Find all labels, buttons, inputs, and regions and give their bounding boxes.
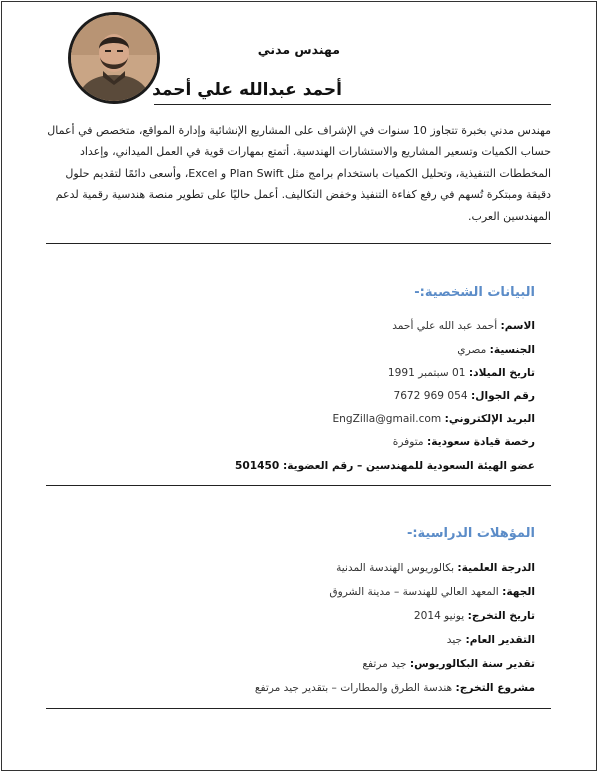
personal-divider (46, 485, 551, 486)
field-membership (235, 460, 535, 472)
degree-label: الدرجة العلمية: (457, 562, 535, 574)
portrait-image (71, 15, 157, 101)
education-divider (46, 708, 551, 709)
mobile-label: رقم الجوال: (471, 390, 535, 402)
field-nationality (457, 344, 535, 356)
dob-value: 01 سبتمبر 1991 (387, 367, 466, 379)
education-section-title: المؤهلات الدراسية:- (406, 526, 535, 541)
final-year-grade-label: تقدير سنة البكالوريوس: (409, 658, 535, 670)
institution-label: الجهة: (502, 586, 535, 598)
personal-section-title: البيانات الشخصية:- (414, 285, 535, 300)
field-grad-date (414, 610, 535, 622)
dob-label: تاريخ الميلاد: (468, 367, 535, 379)
field-final-year-grade (362, 658, 535, 670)
header-divider (154, 104, 551, 105)
overall-grade-label: التقدير العام: (465, 634, 535, 646)
mobile-value: 054 969 7672 (393, 390, 468, 402)
profile-photo (68, 12, 160, 104)
field-mobile (393, 390, 535, 402)
field-overall-grade (447, 634, 535, 646)
project-label: مشروع التخرج: (455, 682, 535, 694)
job-title: مهندس مدني (257, 42, 340, 57)
nationality-label: الجنسية: (489, 344, 535, 356)
field-degree (336, 562, 535, 574)
field-project (255, 682, 535, 694)
grad-date-label: تاريخ التخرج: (467, 610, 535, 622)
field-name (392, 320, 535, 332)
summary-paragraph: مهندس مدني بخبرة تتجاوز 10 سنوات في الإشراف على المشاريع الإنشائية وإدارة المواقع، متخصص في أعمال حساب الكميات وتسعير المشاريع والاستشارات الهندسية. أتمتع بمهارات قوية في العمل الميداني، وإعداد المخططات التنفيذية، وتحليل الكميات باستخدام برامج مثل Plan Swift و Excel، وأسعى دائمًا لتقديم حلول دقيقة ومبتكرة تُسهم في رفع كفاءة التنفيذ وخفض التكاليف. أعمل حاليًا على تطوير منصة هندسية رقمية لدعم المهندسين العرب. (47, 124, 551, 223)
final-year-grade-value: جيد مرتفع (362, 658, 407, 670)
name-label: الاسم: (500, 320, 535, 332)
field-email (332, 413, 535, 425)
name-value: أحمد عبد الله علي أحمد (392, 320, 498, 332)
license-label: رخصة قيادة سعودية: (426, 436, 535, 448)
field-license (393, 436, 535, 448)
nationality-value: مصري (457, 344, 487, 356)
email-value: EngZilla@gmail.com (332, 413, 442, 425)
degree-value: بكالوريوس الهندسة المدنية (336, 562, 455, 574)
full-name: أحمد عبدالله علي أحمد (152, 80, 342, 100)
grad-date-value: يونيو 2014 (413, 610, 465, 622)
institution-value: المعهد العالي للهندسة – مدينة الشروق (329, 586, 499, 598)
cv-page (1, 1, 597, 771)
field-institution (329, 586, 535, 598)
email-label: البريد الإلكتروني: (444, 413, 535, 425)
summary-divider (46, 243, 551, 244)
membership-text: عضو الهيئة السعودية للمهندسين – رقم العضوية: 501450 (235, 460, 535, 472)
license-value: متوفرة (392, 436, 424, 448)
field-dob (388, 367, 535, 379)
overall-grade-value: جيد (446, 634, 463, 646)
project-value: هندسة الطرق والمطارات – بتقدير جيد مرتفع (254, 682, 453, 694)
